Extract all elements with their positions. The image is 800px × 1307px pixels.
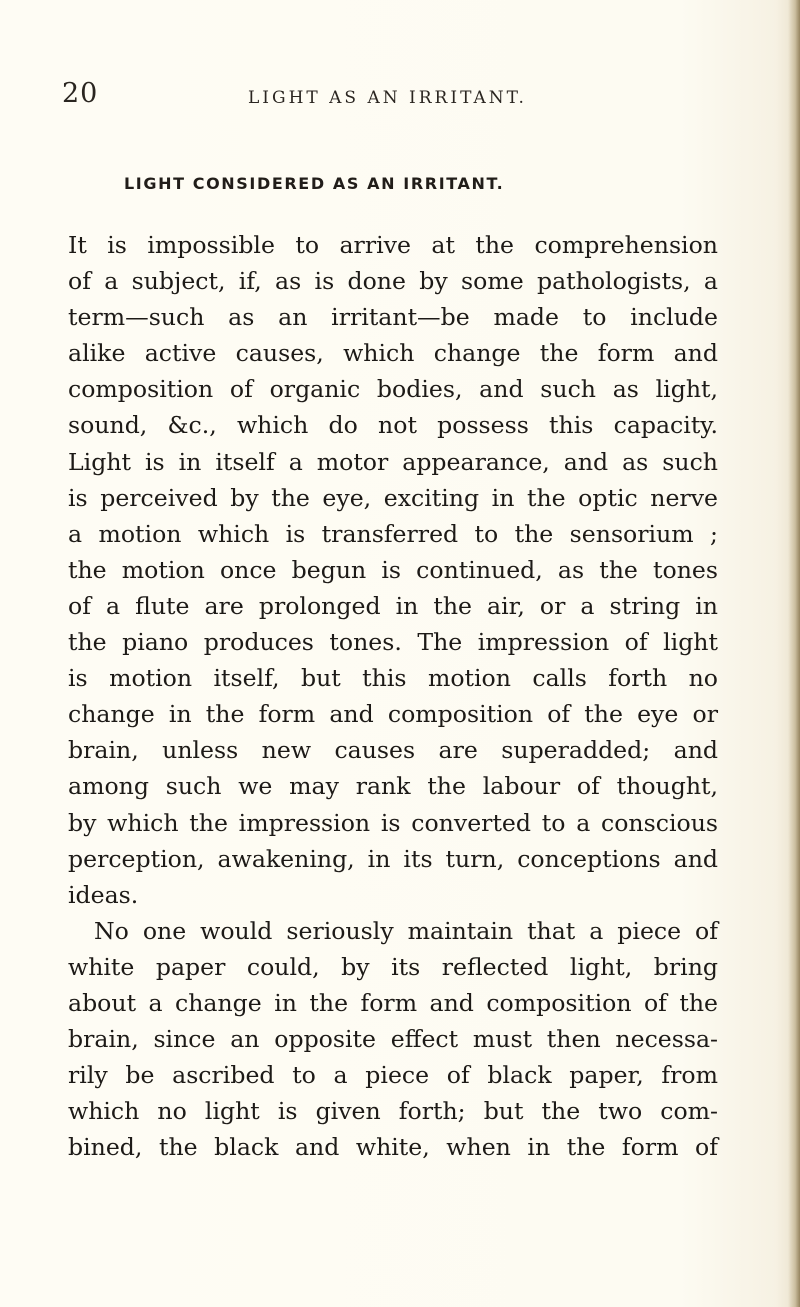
text-line: No one would seriously maintain that a piece of: [94, 916, 718, 945]
text-line: bined, the black and white, when in the form of: [68, 1133, 718, 1162]
text-line: the motion once begun is continued, as the tones: [68, 555, 718, 584]
text-line: of a flute are prolonged in the air, or a string in: [68, 591, 718, 620]
page-edge-shadow: [788, 0, 800, 1307]
text-line: is motion itself, but this motion calls forth no: [68, 664, 718, 693]
page-number: 20: [62, 78, 99, 109]
text-line: a motion which is transferred to the sensorium ;: [68, 519, 718, 548]
body-text: [68, 227, 718, 1165]
text-line: of a subject, if, as is done by some pathologists, a: [68, 267, 718, 296]
text-line: among such we may rank the labour of thought,: [68, 772, 718, 801]
text-line: rily be ascribed to a piece of black paper, from: [68, 1061, 718, 1090]
text-line: the piano produces tones. The impression of light: [68, 628, 718, 657]
text-line: perception, awakening, in its turn, conceptions and: [68, 844, 718, 873]
section-title: LIGHT CONSIDERED AS AN IRRITANT.: [124, 174, 505, 193]
text-line: composition of organic bodies, and such as light,: [68, 375, 718, 404]
text-line: brain, unless new causes are superadded; and: [68, 736, 718, 765]
text-line: about a change in the form and composition of the: [68, 988, 718, 1017]
text-line: change in the form and composition of the eye or: [68, 700, 718, 729]
text-line: is perceived by the eye, exciting in the optic nerve: [68, 483, 718, 512]
text-line: sound, &c., which do not possess this capacity.: [68, 411, 718, 440]
text-line: brain, since an opposite effect must then necessa-: [68, 1025, 718, 1054]
running-head: LIGHT AS AN IRRITANT.: [248, 88, 527, 108]
text-line: which no light is given forth; but the two com-: [68, 1097, 718, 1126]
text-line: white paper could, by its reflected light, bring: [68, 952, 718, 981]
text-line: term—such as an irritant—be made to include: [68, 303, 718, 332]
text-line: It is impossible to arrive at the comprehension: [68, 231, 718, 259]
text-line: Light is in itself a motor appearance, and as such: [68, 447, 718, 476]
text-line: ideas.: [68, 880, 139, 909]
text-line: alike active causes, which change the form and: [68, 339, 718, 368]
text-line: by which the impression is converted to a conscious: [68, 808, 718, 837]
